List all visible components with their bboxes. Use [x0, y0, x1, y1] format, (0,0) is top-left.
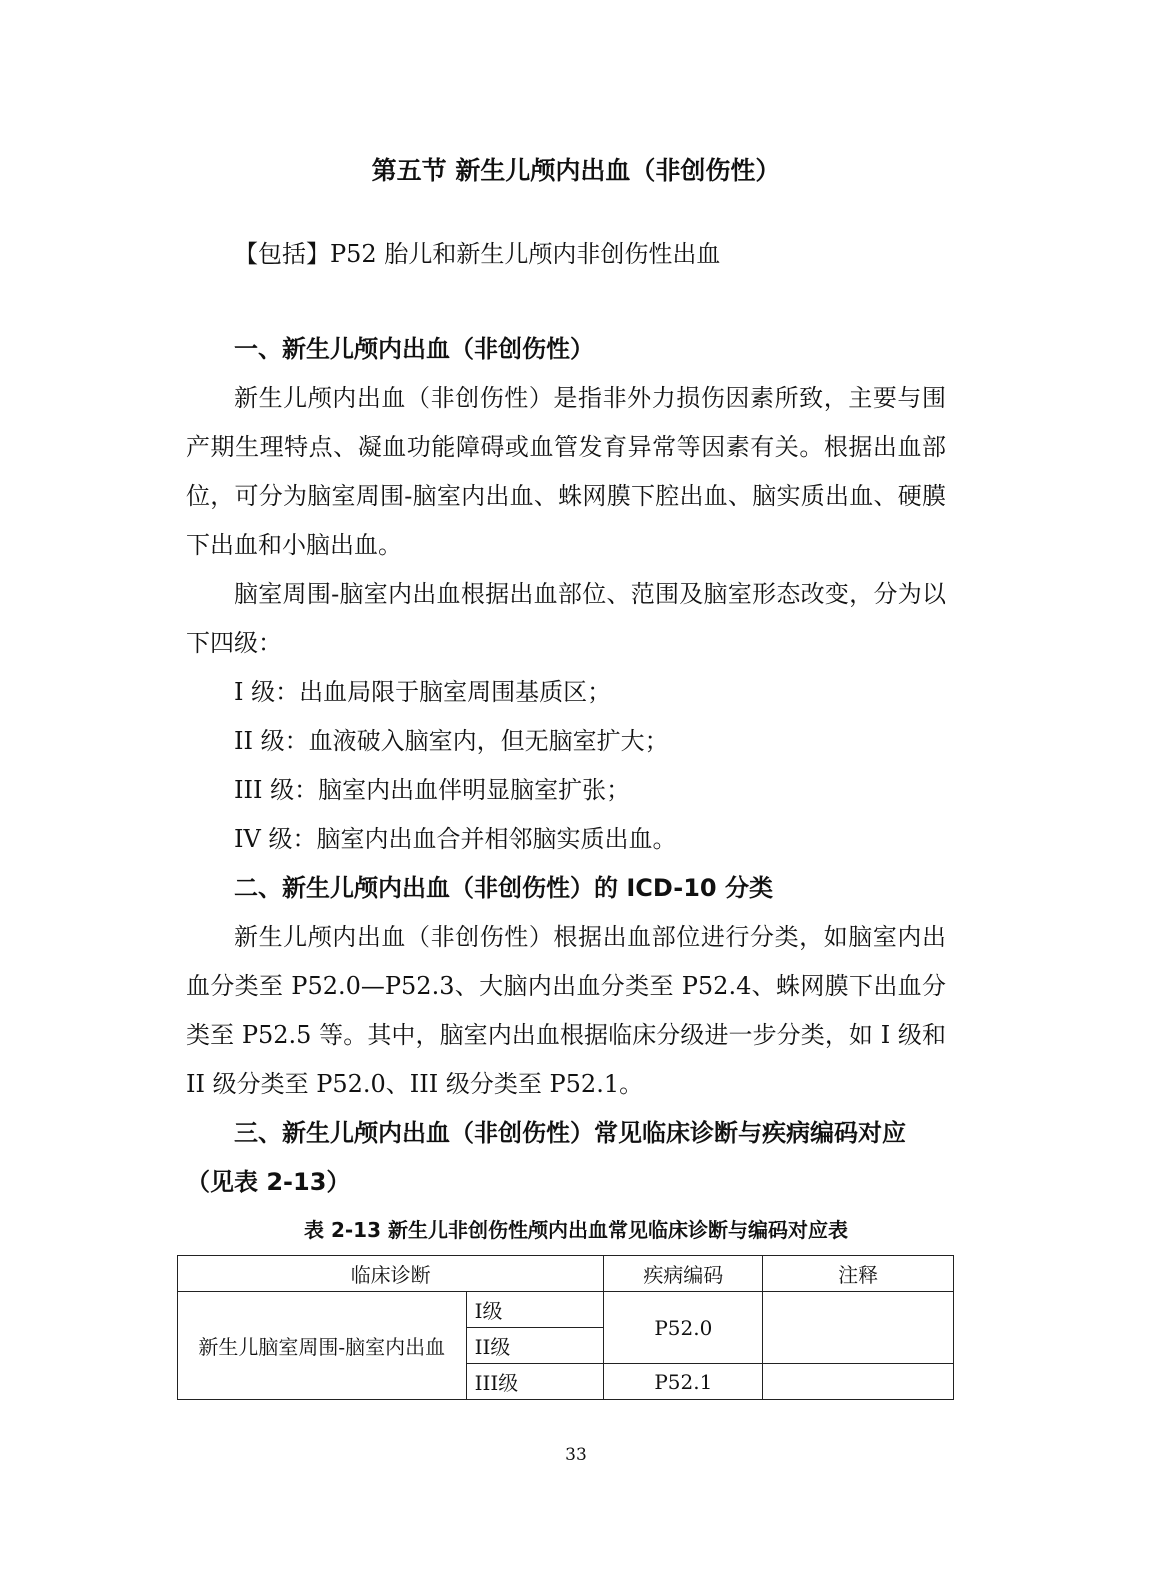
grade-1-line: I 级：出血局限于脑室周围基质区； — [234, 678, 612, 706]
note-cell — [763, 1364, 954, 1400]
grade-2-line: II 级：血液破入脑室内，但无脑室扩大； — [234, 727, 669, 755]
header-diagnosis: 临床诊断 — [178, 1256, 604, 1292]
section1-paragraph-1: 新生儿颅内出血（非创伤性）是指非外力损伤因素所致，主要与围产期生理特点、凝血功能障碍或血管发育异常等因素有关。根据出血部位，可分为脑室周围-脑室内出血、蛛网膜下腔出血、脑实质出血、硬膜下出血和小脑出血。 — [186, 384, 946, 559]
grade-cell: II级 — [466, 1328, 604, 1364]
section2-paragraph: 新生儿颅内出血（非创伤性）根据出血部位进行分类，如脑室内出血分类至 P52.0—P52.3、大脑内出血分类至 P52.4、蛛网膜下出血分类至 P52.5 等。其中，脑室内出血根据临床分级进一步分类，如 I 级和 II 级分类至 P52.0、III 级分类至 P52.1。 — [186, 923, 946, 1098]
grade-cell: III级 — [466, 1364, 604, 1400]
grade-4-line: IV 级：脑室内出血合并相邻脑实质出血。 — [234, 825, 677, 853]
table-header-row — [178, 1256, 954, 1292]
grade-3-line: III 级：脑室内出血伴明显脑室扩张； — [234, 776, 631, 804]
section2-heading: 二、新生儿颅内出血（非创伤性）的 ICD-10 分类 — [234, 874, 773, 902]
grade-cell: I级 — [466, 1292, 604, 1328]
section3-heading: 三、新生儿颅内出血（非创伤性）常见临床诊断与疾病编码对应（见表 2-13） — [186, 1119, 906, 1196]
body-text — [186, 325, 946, 1207]
header-code: 疾病编码 — [604, 1256, 763, 1292]
header-note: 注释 — [763, 1256, 954, 1292]
table-row — [178, 1292, 954, 1328]
section-title: 第五节 新生儿颅内出血（非创伤性） — [371, 156, 781, 185]
diagnosis-group-label: 新生儿脑室周围-脑室内出血 — [178, 1292, 467, 1400]
include-line: 【包括】P52 胎儿和新生儿颅内非创伤性出血 — [234, 240, 721, 268]
diagnosis-code-table — [177, 1255, 954, 1400]
note-cell — [763, 1292, 954, 1364]
table-caption: 表 2-13 新生儿非创伤性颅内出血常见临床诊断与编码对应表 — [304, 1218, 848, 1242]
section1-paragraph-2: 脑室周围-脑室内出血根据出血部位、范围及脑室形态改变，分为以下四级： — [186, 580, 946, 657]
code-cell: P52.0 — [604, 1292, 763, 1364]
page-number: 33 — [565, 1445, 587, 1465]
section1-heading: 一、新生儿颅内出血（非创伤性） — [234, 335, 594, 363]
code-cell: P52.1 — [604, 1364, 763, 1400]
